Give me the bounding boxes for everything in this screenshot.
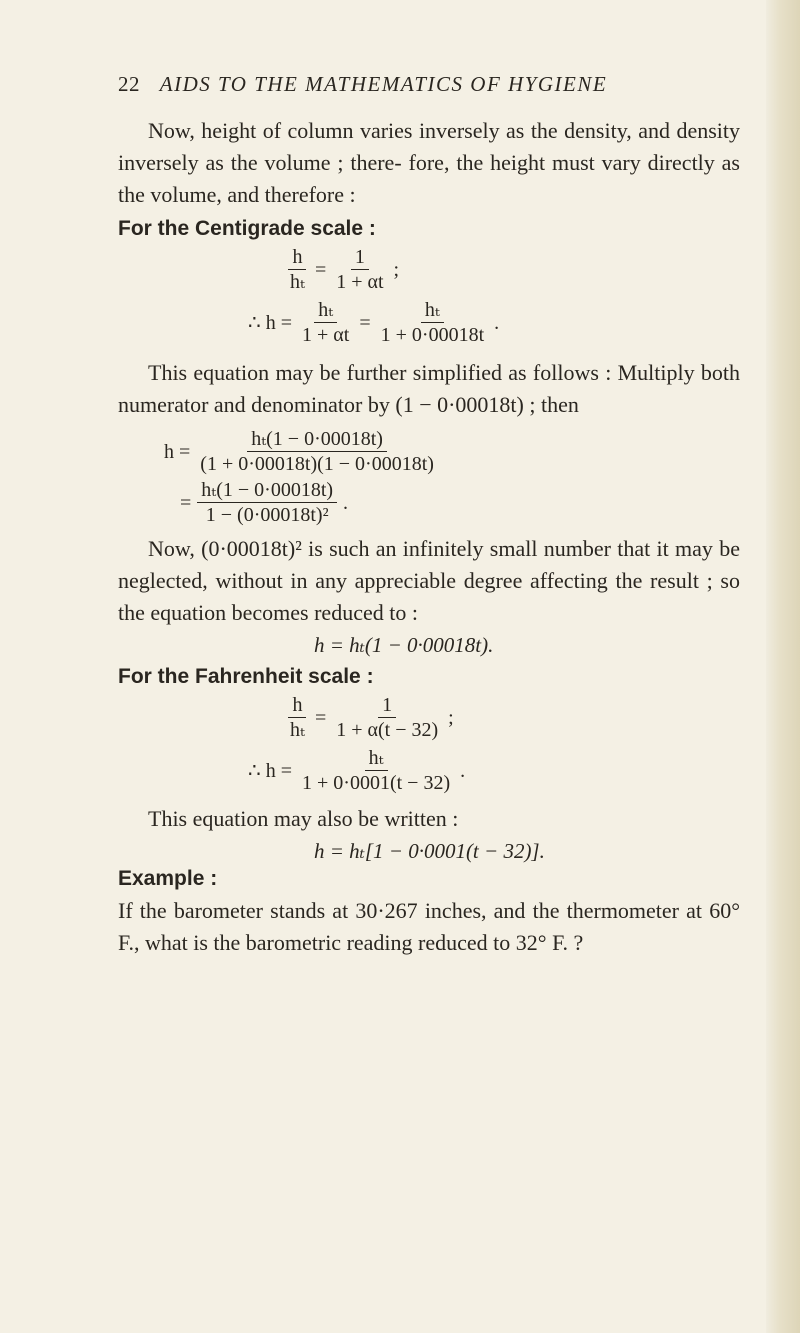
fraction-denominator: (1 + 0·00018t)(1 − 0·00018t) [200, 453, 434, 475]
running-head [118, 72, 740, 97]
fraction-denominator: 1 + 0·0001(t − 32) [302, 772, 451, 794]
fraction-numerator: hₜ [421, 298, 444, 323]
equation-prefix: ∴ h = [248, 759, 293, 782]
equation-centigrade-ratio [286, 245, 740, 294]
paragraph-simplify: This equation may be further simplified as follows : Multiply both numerator and denominator by (1 − 0·00018t) ; then [118, 360, 740, 417]
fraction-denominator: 1 + 0·00018t [380, 324, 485, 346]
paragraph-written: This equation may also be written : [148, 806, 459, 831]
fraction-numerator: hₜ [365, 746, 388, 771]
fraction-denominator: hₜ [290, 271, 305, 293]
fraction-numerator: 1 [378, 693, 396, 718]
equals-sign: = [359, 311, 371, 334]
fraction-ht-over-numeric-expansion [377, 298, 489, 347]
equation-centigrade-solved [248, 298, 740, 347]
fraction-numerator: hₜ(1 − 0·00018t) [247, 427, 387, 452]
equals-sign: = [180, 491, 192, 514]
equation-fahrenheit-solved [248, 746, 740, 795]
equation-centigrade-result: h = hₜ(1 − 0·00018t). [314, 633, 494, 657]
equation-fahrenheit-result: h = hₜ[1 − 0·0001(t − 32)]. [314, 839, 545, 863]
page-edge [766, 0, 800, 1333]
heading-example: Example : [118, 867, 218, 890]
paragraph-neglect: Now, (0·00018t)² is such an infinitely small number that it may be neglected, without in any appreciable degree affecting the result ; so the equation becomes reduced to : [118, 536, 740, 625]
paragraph-example: If the barometer stands at 30·267 inches, and the thermometer at 60° F., what is the barometric reading reduced to 32° F. ? [118, 898, 740, 955]
equals-sign: = [314, 706, 327, 729]
equation-difference-of-squares [180, 478, 740, 527]
fraction-numerator: h [288, 693, 306, 718]
fraction-denominator: 1 + αt [302, 324, 350, 346]
equation-punctuation: ; [393, 258, 400, 281]
paragraph-intro: Now, height of column varies inversely as the density, and density inversely as the volume ; there- fore, the height must vary directly as the volume, and therefore : [118, 118, 740, 207]
equation-prefix: h = [164, 440, 191, 463]
fraction-numerator: 1 [351, 245, 369, 270]
fraction-denominator: hₜ [290, 719, 305, 741]
fraction-numerator: hₜ(1 − 0·00018t) [197, 478, 337, 503]
equation-punctuation: ; [448, 706, 454, 729]
book-page [118, 72, 740, 959]
page-number: 22 [118, 72, 140, 96]
fraction-denominator: 1 + αt [336, 271, 384, 293]
fraction-h-over-ht [286, 245, 309, 294]
fraction-fahrenheit-expansion [332, 693, 442, 742]
fraction-denominator: 1 − (0·00018t)² [205, 504, 329, 526]
equation-multiplied [164, 427, 740, 476]
fraction-h-over-ht [286, 693, 309, 742]
fraction-denominator: 1 + α(t − 32) [336, 719, 439, 741]
fraction-difference-of-squares [197, 478, 337, 527]
fraction-multiplied [196, 427, 438, 476]
heading-centigrade: For the Centigrade scale : [118, 217, 376, 240]
running-title: AIDS TO THE MATHEMATICS OF HYGIENE [159, 72, 608, 96]
equation-fahrenheit-ratio [286, 693, 740, 742]
fraction-numerator: h [288, 245, 306, 270]
heading-fahrenheit: For the Fahrenheit scale : [118, 665, 374, 688]
equation-punctuation: . [460, 759, 466, 782]
equation-punctuation: . [343, 491, 349, 514]
fraction-one-over-expansion [332, 245, 387, 294]
equation-prefix: ∴ h = [248, 311, 293, 334]
equation-punctuation: . [494, 311, 500, 334]
fraction-ht-over-expansion [298, 298, 353, 347]
fraction-fahrenheit-numeric [298, 746, 454, 795]
equals-sign: = [314, 258, 327, 281]
fraction-numerator: hₜ [314, 298, 337, 323]
